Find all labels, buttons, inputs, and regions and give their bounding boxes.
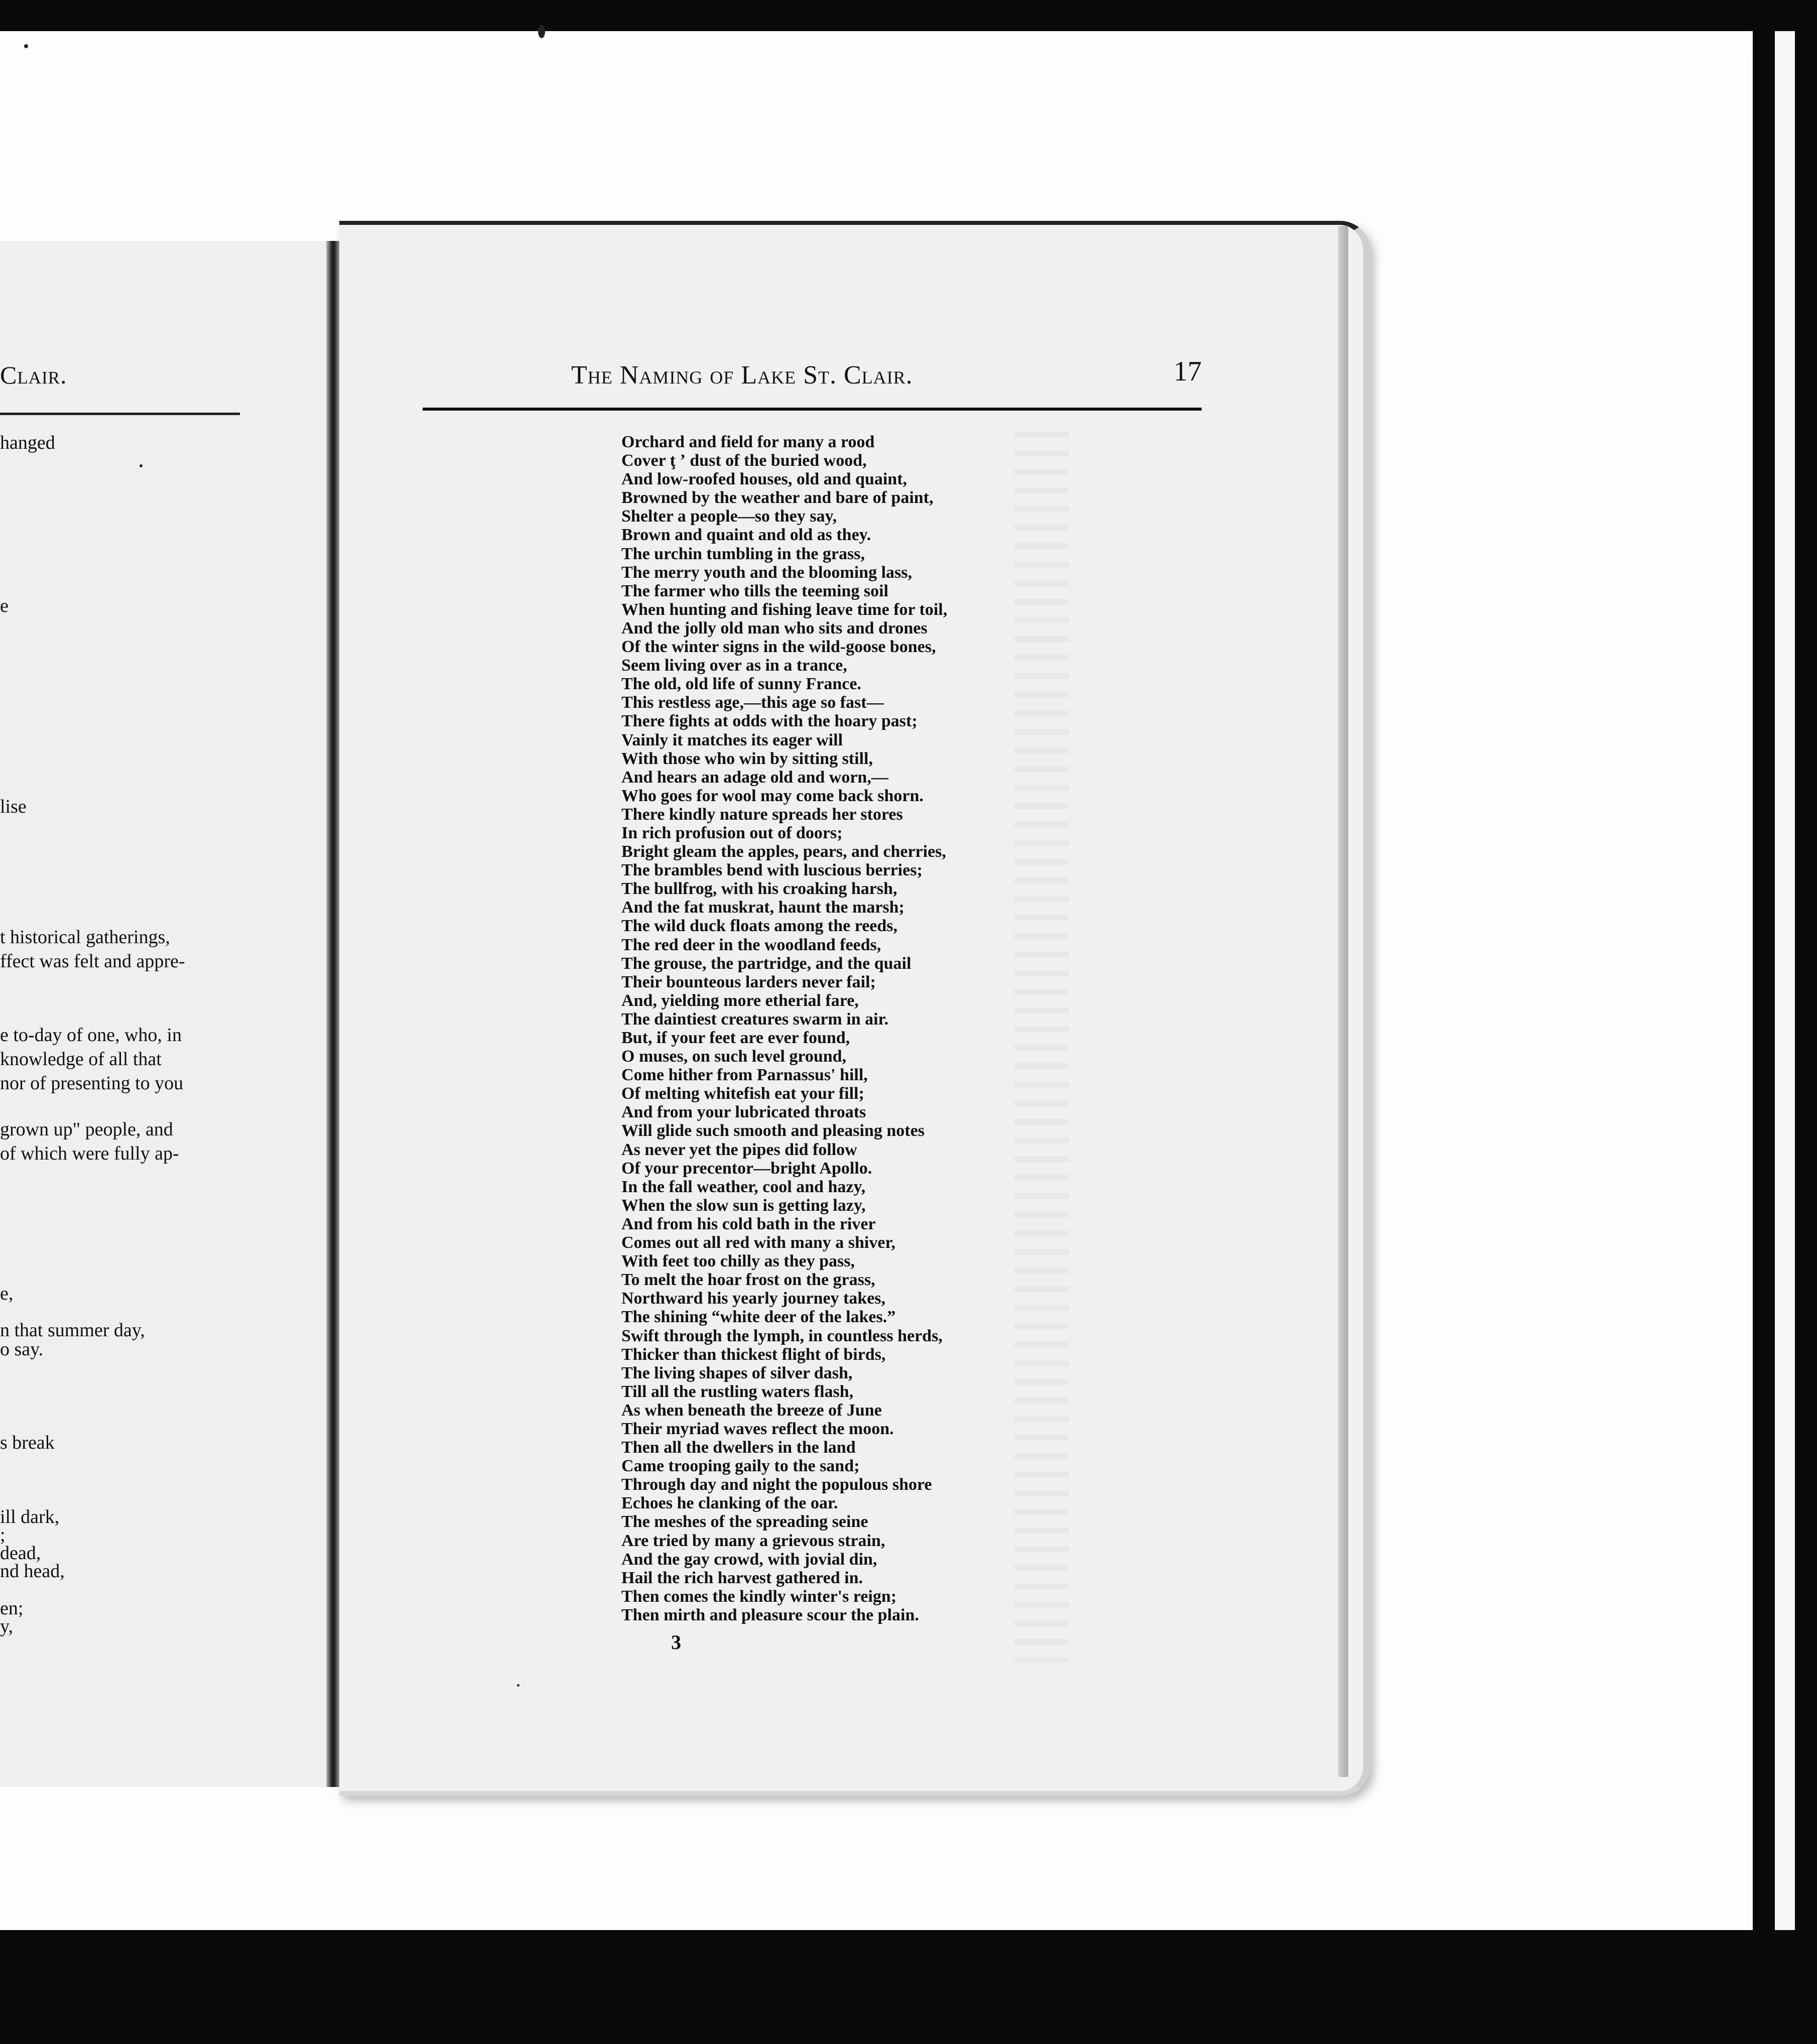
poem-line: And the gay crowd, with jovial din, xyxy=(621,1550,877,1569)
poem-line: This restless age,—this age so fast— xyxy=(621,693,884,712)
poem-line: Then all the dwellers in the land xyxy=(621,1438,856,1457)
left-page-line: en; xyxy=(0,1598,24,1619)
poem-line: Came trooping gaily to the sand; xyxy=(621,1457,860,1476)
poem-line: And from his cold bath in the river xyxy=(621,1214,876,1233)
left-page-line: e to-day of one, who, in xyxy=(0,1025,182,1046)
poem-line: Comes out all red with many a shiver, xyxy=(621,1233,895,1252)
left-page-line: t historical gatherings, xyxy=(0,927,170,948)
left-page-line: grown up" people, and xyxy=(0,1119,173,1140)
film-border-top xyxy=(0,0,1817,31)
signature-mark: 3 xyxy=(671,1631,681,1653)
left-page-line: ; xyxy=(0,1524,6,1546)
poem-line: O muses, on such level ground, xyxy=(621,1047,847,1066)
poem-line: In the fall weather, cool and hazy, xyxy=(621,1177,866,1196)
poem-line: And the fat muskrat, haunt the marsh; xyxy=(621,898,904,917)
book-gutter xyxy=(326,241,339,1787)
poem-line: Browned by the weather and bare of paint, xyxy=(621,488,934,507)
left-page-line: knowledge of all that xyxy=(0,1049,162,1070)
left-page-line: ffect was felt and appre- xyxy=(0,951,185,972)
left-page-line: y, xyxy=(0,1616,14,1637)
poem-line: And low-roofed houses, old and quaint, xyxy=(621,470,907,489)
poem-line: To melt the hoar frost on the grass, xyxy=(621,1270,875,1290)
poem-line: Northward his yearly journey takes, xyxy=(621,1289,886,1308)
poem-line: The red deer in the woodland feeds, xyxy=(621,935,881,954)
poem-line: And from your lubricated throats xyxy=(621,1103,866,1122)
poem-line: Seem living over as in a trance, xyxy=(621,656,847,675)
poem-line: Hail the rich harvest gathered in. xyxy=(621,1568,863,1587)
poem-line: Shelter a people—so they say, xyxy=(621,507,837,526)
running-title: The Naming of Lake St. Clair. xyxy=(571,361,913,390)
poem-line: When the slow sun is getting lazy, xyxy=(621,1196,866,1215)
dust-speck xyxy=(140,464,143,467)
film-border-bottom xyxy=(0,1930,1817,2044)
left-page-line: nor of presenting to you xyxy=(0,1073,184,1094)
poem-line: Orchard and field for many a rood xyxy=(621,433,875,451)
poem-line: And hears an adage old and worn,— xyxy=(621,768,888,787)
left-page-line: ill dark, xyxy=(0,1506,60,1527)
poem-line: Through day and night the populous shore xyxy=(621,1475,932,1494)
poem-line: But, if your feet are ever found, xyxy=(621,1029,850,1047)
left-page xyxy=(0,241,326,1787)
poem-line: And the jolly old man who sits and drones xyxy=(621,618,928,637)
poem-line: Come hither from Parnassus' hill, xyxy=(621,1066,868,1085)
poem-line: Bright gleam the apples, pears, and cherries, xyxy=(621,842,946,861)
left-page-line: dead, xyxy=(0,1543,41,1564)
poem-line: The merry youth and the blooming lass, xyxy=(621,563,912,582)
poem-line: As when beneath the breeze of June xyxy=(621,1400,882,1420)
poem-line: The meshes of the spreading seine xyxy=(621,1512,868,1531)
poem-line: There fights at odds with the hoary past; xyxy=(621,712,918,731)
left-page-line: o say. xyxy=(0,1339,44,1360)
poem-line: The grouse, the partridge, and the quail xyxy=(621,954,912,973)
poem-line: Are tried by many a grievous strain, xyxy=(621,1531,885,1550)
left-page-running-title: Clair. xyxy=(0,361,67,389)
poem-line: The shining “white deer of the lakes.” xyxy=(621,1308,896,1327)
poem-line: When hunting and fishing leave time for toil, xyxy=(621,600,948,619)
poem-line: The living shapes of silver dash, xyxy=(621,1363,853,1382)
poem-line: Swift through the lymph, in countless herds, xyxy=(621,1326,943,1345)
dust-speck xyxy=(538,25,545,38)
poem-line: Cover ţ ʼ dust of the buried wood, xyxy=(621,451,867,470)
poem-line: With feet too chilly as they pass, xyxy=(621,1252,855,1271)
poem-line: Of melting whitefish eat your fill; xyxy=(621,1084,864,1103)
header-rule xyxy=(423,408,1202,411)
poem-line: The brambles bend with luscious berries; xyxy=(621,861,923,880)
page-number: 17 xyxy=(1174,356,1202,387)
left-page-line: lise xyxy=(0,796,27,817)
poem-line: Their bounteous larders never fail; xyxy=(621,972,876,991)
poem-line: The bullfrog, with his croaking harsh, xyxy=(621,879,897,899)
poem-line: Then comes the kindly winter's reign; xyxy=(621,1587,897,1606)
page-edge-shadow xyxy=(1338,226,1348,1777)
film-margin xyxy=(0,31,1753,51)
left-page-line: hanged xyxy=(0,432,55,453)
poem-line: With those who win by sitting still, xyxy=(621,749,873,768)
poem-line: Till all the rustling waters flash, xyxy=(621,1382,854,1401)
poem-line: There kindly nature spreads her stores xyxy=(621,805,903,824)
poem-line: The wild duck floats among the reeds, xyxy=(621,917,898,936)
poem-line: The old, old life of sunny France. xyxy=(621,675,861,694)
poem-line: The daintiest creatures swarm in air. xyxy=(621,1009,889,1029)
poem-line: Will glide such smooth and pleasing notes xyxy=(621,1121,925,1140)
dust-speck xyxy=(24,44,28,48)
poem-line: The urchin tumbling in the grass, xyxy=(621,544,865,563)
poem-line: Thicker than thickest flight of birds, xyxy=(621,1345,886,1364)
poem-line: Then mirth and pleasure scour the plain. xyxy=(621,1605,919,1624)
left-page-line: s break xyxy=(0,1432,55,1453)
poem-line: Brown and quaint and old as they. xyxy=(621,526,871,545)
poem-line: Of your precentor—bright Apollo. xyxy=(621,1159,872,1178)
poem-line: And, yielding more etherial fare, xyxy=(621,991,859,1010)
left-page-line: e xyxy=(0,595,9,616)
poem-line: Who goes for wool may come back shorn. xyxy=(621,786,924,805)
left-page-line: e, xyxy=(0,1283,14,1304)
left-page-line: n that summer day, xyxy=(0,1320,145,1341)
poem-line: As never yet the pipes did follow xyxy=(621,1140,857,1159)
film-border-right-strip xyxy=(1775,31,1795,2019)
poem-line: Their myriad waves reflect the moon. xyxy=(621,1419,894,1438)
dust-speck xyxy=(517,1684,520,1687)
poem-line: The farmer who tills the teeming soil xyxy=(621,581,888,600)
poem-line: Echoes he clanking of the oar. xyxy=(621,1494,838,1513)
poem-body xyxy=(621,433,1123,1624)
poem-line: Of the winter signs in the wild-goose bones, xyxy=(621,637,936,657)
left-page-line: of which were fully ap- xyxy=(0,1143,179,1164)
poem-line: Vainly it matches its eager will xyxy=(621,730,843,749)
poem-line: In rich profusion out of doors; xyxy=(621,823,843,842)
left-header-rule xyxy=(0,413,240,415)
left-page-line: nd head, xyxy=(0,1561,65,1582)
